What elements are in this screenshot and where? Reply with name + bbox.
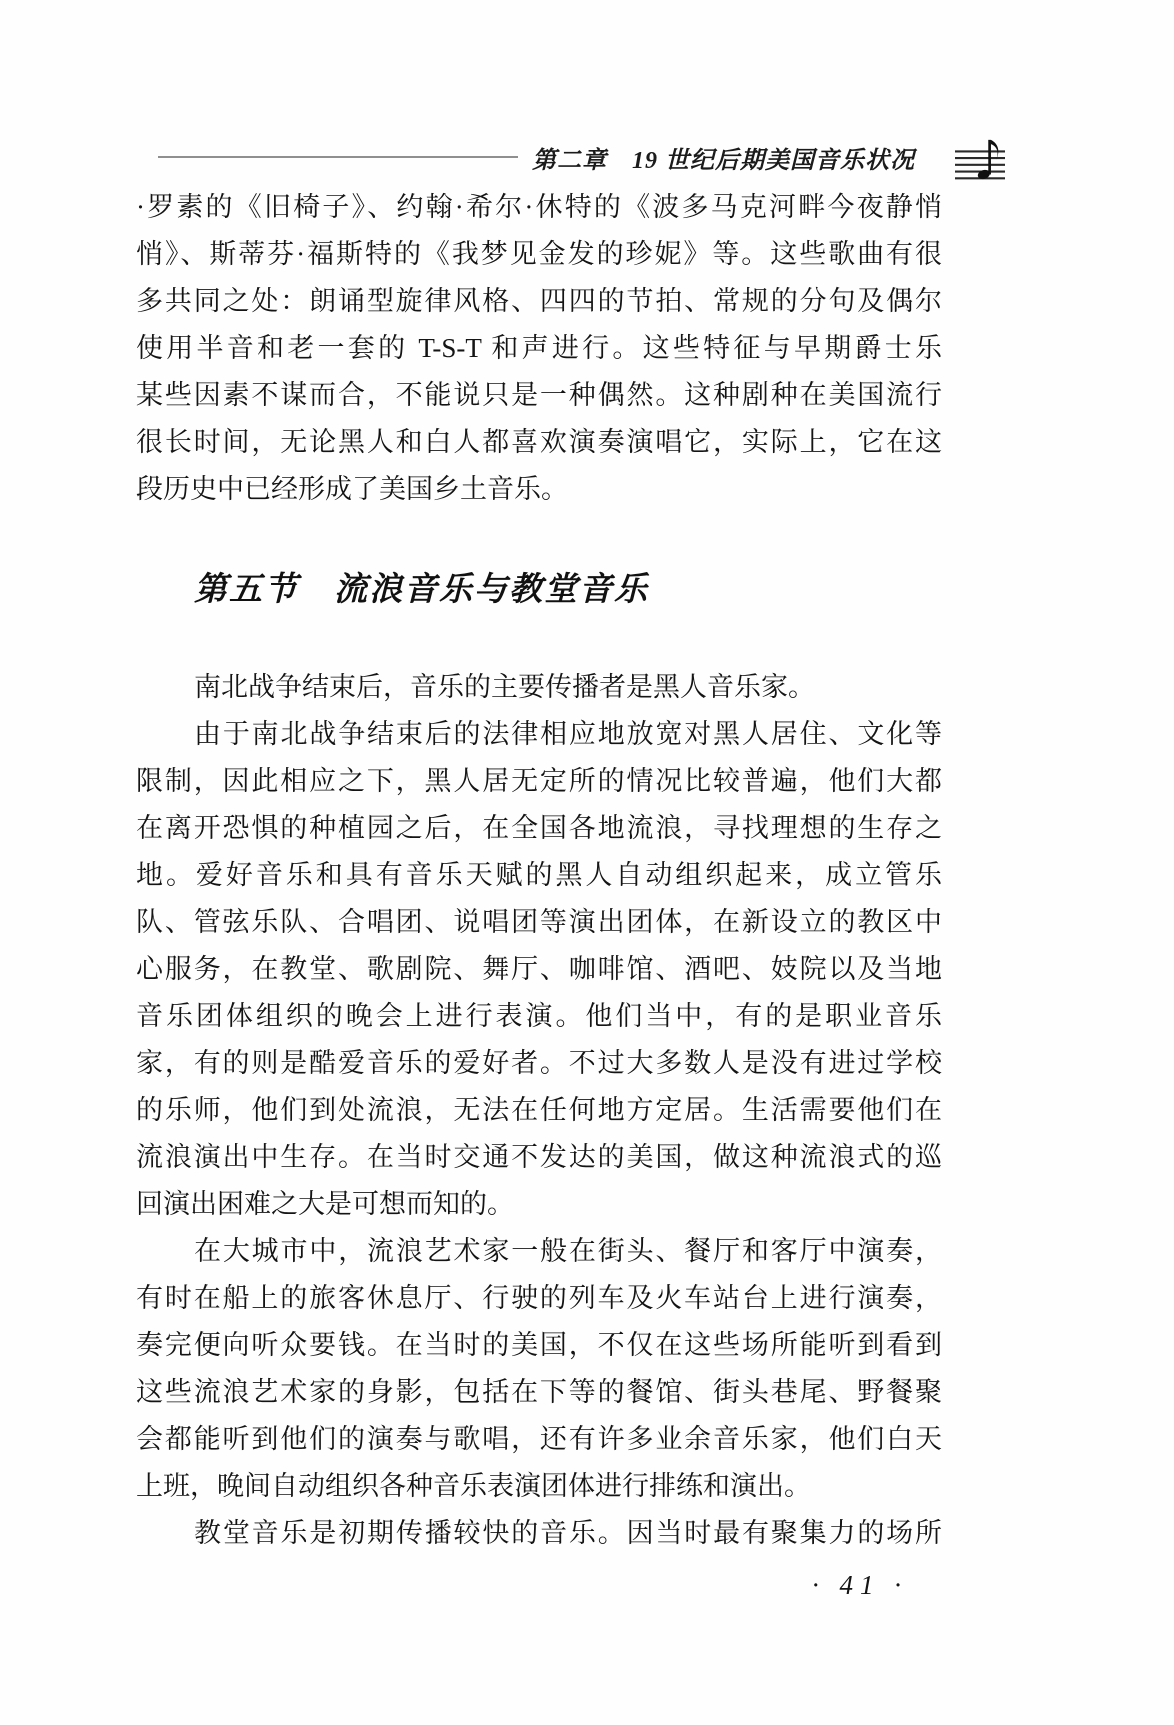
page-number: · 41 ·	[812, 1570, 908, 1600]
page-body	[136, 184, 942, 1557]
text-line: 音乐团体组织的晚会上进行表演。他们当中，有的是职业音乐	[136, 1001, 942, 1031]
text-line: 家，有的则是酷爱音乐的爱好者。不过大多数人是没有进过学校	[136, 1048, 942, 1078]
section-heading: 第五节 流浪音乐与教堂音乐	[194, 572, 649, 608]
text-line: 在大城市中，流浪艺术家一般在街头、餐厅和客厅中演奏，	[194, 1236, 942, 1266]
header-rule	[158, 156, 518, 158]
text-line: 使用半音和老一套的 T-S-T 和声进行。这些特征与早期爵士乐	[136, 333, 942, 363]
text-line: 这些流浪艺术家的身影，包括在下等的餐馆、街头巷尾、野餐聚	[136, 1377, 942, 1407]
paragraph	[136, 184, 942, 513]
text-line: 会都能听到他们的演奏与歌唱，还有许多业余音乐家，他们白天	[136, 1424, 942, 1454]
text-line: 教堂音乐是初期传播较快的音乐。因当时最有聚集力的场所	[194, 1518, 942, 1548]
running-header	[158, 122, 1008, 192]
text-line: 的乐师，他们到处流浪，无法在任何地方定居。生活需要他们在	[136, 1095, 942, 1125]
text-line: 上班，晚间自动组织各种音乐表演团体进行排练和演出。	[136, 1471, 811, 1501]
text-line: 很长时间，无论黑人和白人都喜欢演奏演唱它，实际上，它在这	[136, 427, 942, 457]
text-line: 多共同之处：朗诵型旋律风格、四四的节拍、常规的分句及偶尔	[136, 286, 942, 316]
chapter-title: 第二章 19 世纪后期美国音乐状况	[532, 147, 915, 174]
text-line: 段历史中已经形成了美国乡土音乐。	[136, 474, 568, 504]
text-line: 地。爱好音乐和具有音乐天赋的黑人自动组织起来，成立管乐	[136, 860, 942, 890]
text-line: ·罗素的《旧椅子》、约翰·希尔·休特的《波多马克河畔今夜静悄	[136, 192, 942, 222]
paragraph	[136, 664, 942, 711]
music-staff-note-icon	[955, 132, 1005, 195]
text-line: 有时在船上的旅客休息厅、行驶的列车及火车站台上进行演奏，	[136, 1283, 942, 1313]
text-line: 队、管弦乐队、合唱团、说唱团等演出团体，在新设立的教区中	[136, 907, 942, 937]
text-line: 某些因素不谋而合，不能说只是一种偶然。这种剧种在美国流行	[136, 380, 942, 410]
paragraph	[136, 1228, 942, 1510]
text-line: 奏完便向听众要钱。在当时的美国，不仅在这些场所能听到看到	[136, 1330, 942, 1360]
text-line: 在离开恐惧的种植园之后，在全国各地流浪，寻找理想的生存之	[136, 813, 942, 843]
text-line: 南北战争结束后，音乐的主要传播者是黑人音乐家。	[194, 672, 815, 702]
text-line: 悄》、斯蒂芬·福斯特的《我梦见金发的珍妮》等。这些歌曲有很	[136, 239, 942, 269]
text-line: 限制，因此相应之下，黑人居无定所的情况比较普遍，他们大都	[136, 766, 942, 796]
paragraph	[136, 1510, 942, 1557]
paragraph	[136, 711, 942, 1228]
text-line: 流浪演出中生存。在当时交通不发达的美国，做这种流浪式的巡	[136, 1142, 942, 1172]
text-line: 由于南北战争结束后的法律相应地放宽对黑人居住、文化等	[194, 719, 942, 749]
text-line: 心服务，在教堂、歌剧院、舞厅、咖啡馆、酒吧、妓院以及当地	[136, 954, 942, 984]
text-line: 回演出困难之大是可想而知的。	[136, 1189, 514, 1219]
